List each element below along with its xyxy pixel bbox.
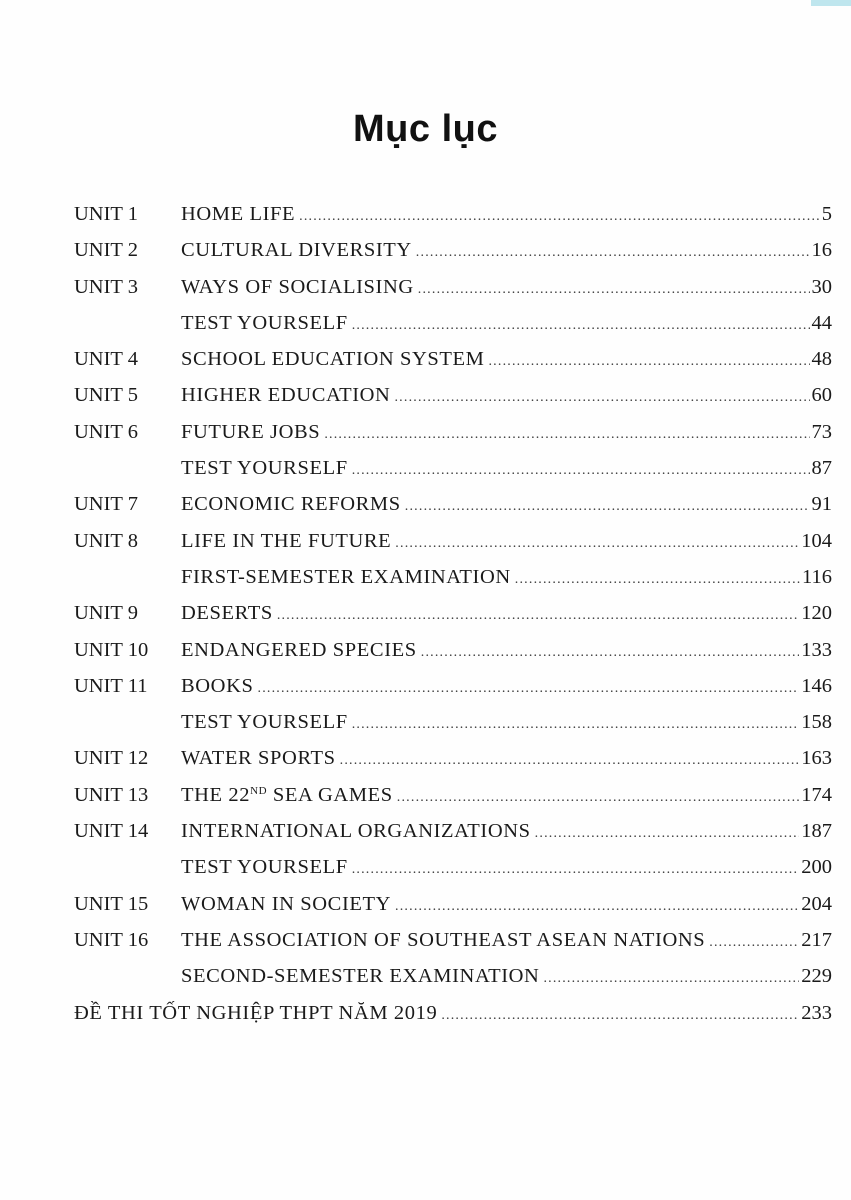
- toc-row[interactable]: [74, 450, 832, 486]
- toc-page-number: 48: [811, 348, 832, 371]
- toc-row[interactable]: [74, 849, 832, 885]
- table-of-contents: [74, 196, 832, 1031]
- toc-row[interactable]: [74, 377, 832, 413]
- toc-row[interactable]: [74, 486, 832, 522]
- leader-dots: [397, 780, 799, 816]
- toc-title: SECOND-SEMESTER EXAMINATION: [181, 965, 540, 988]
- toc-title: BOOKS: [181, 674, 254, 697]
- toc-unit: UNIT 12: [74, 747, 149, 770]
- toc-page-number: 30: [811, 275, 832, 298]
- leader-dots: [340, 743, 800, 779]
- toc-page-number: 104: [801, 529, 832, 552]
- toc-page-number: 204: [801, 892, 832, 915]
- toc-row[interactable]: [74, 704, 832, 740]
- toc-page-number: 146: [801, 674, 832, 697]
- leader-dots: [352, 852, 800, 888]
- toc-page-number: 60: [811, 384, 832, 407]
- toc-row-exam[interactable]: [74, 995, 832, 1031]
- toc-title: WAYS OF SOCIALISING: [181, 275, 414, 298]
- ordinal-superscript: ND: [250, 784, 268, 797]
- toc-title: ECONOMIC REFORMS: [181, 493, 401, 516]
- toc-title: TEST YOURSELF: [181, 711, 348, 734]
- toc-row[interactable]: [74, 232, 832, 268]
- toc-row[interactable]: [74, 922, 832, 958]
- toc-title: THE ASSOCIATION OF SOUTHEAST ASEAN NATIONS: [181, 928, 706, 951]
- leader-dots: [352, 453, 810, 489]
- toc-row[interactable]: [74, 414, 832, 450]
- toc-unit: UNIT 8: [74, 529, 138, 552]
- toc-row[interactable]: [74, 632, 832, 668]
- toc-title: TEST YOURSELF: [181, 856, 348, 879]
- toc-unit: UNIT 6: [74, 420, 138, 443]
- leader-dots: [277, 598, 799, 634]
- leader-dots: [488, 344, 809, 380]
- toc-row[interactable]: [74, 305, 832, 341]
- toc-title: HOME LIFE: [181, 203, 296, 225]
- toc-unit: UNIT 5: [74, 384, 138, 407]
- toc-page-number: 116: [802, 565, 832, 588]
- toc-row[interactable]: [74, 341, 832, 377]
- leader-dots: [421, 635, 800, 671]
- toc-title: WOMAN IN SOCIETY: [181, 892, 392, 915]
- toc-page-number: 217: [801, 928, 832, 951]
- toc-row[interactable]: [74, 813, 832, 849]
- toc-row[interactable]: [74, 777, 832, 813]
- toc-page-number: 91: [811, 493, 832, 516]
- toc-title: FUTURE JOBS: [181, 420, 321, 443]
- toc-unit: UNIT 13: [74, 783, 149, 806]
- toc-page-number: 200: [801, 856, 832, 879]
- toc-row[interactable]: [74, 269, 832, 305]
- toc-title: ĐỀ THI TỐT NGHIỆP THPT NĂM 2019: [74, 1001, 438, 1024]
- toc-page-number: 158: [801, 711, 832, 734]
- toc-page-number: 16: [811, 239, 832, 262]
- toc-title: INTERNATIONAL ORGANIZATIONS: [181, 820, 531, 843]
- leader-dots: [416, 235, 810, 271]
- leader-dots: [395, 526, 799, 562]
- toc-title: TEST YOURSELF: [181, 311, 348, 334]
- toc-title: ENDANGERED SPECIES: [181, 638, 417, 661]
- toc-row[interactable]: [74, 886, 832, 922]
- toc-title: SCHOOL EDUCATION SYSTEM: [181, 348, 485, 371]
- toc-unit: UNIT 7: [74, 493, 138, 516]
- toc-page-number: 44: [811, 311, 832, 334]
- toc-unit: UNIT 9: [74, 602, 138, 625]
- leader-dots: [418, 272, 810, 308]
- leader-dots: [324, 417, 809, 453]
- toc-page-number: 73: [811, 420, 832, 443]
- toc-unit: UNIT 2: [74, 239, 138, 262]
- leader-dots: [299, 199, 820, 235]
- leader-dots: [709, 925, 799, 961]
- leader-dots: [515, 562, 800, 598]
- toc-title: LIFE IN THE FUTURE: [181, 529, 392, 552]
- toc-row[interactable]: [74, 668, 832, 704]
- toc-unit: UNIT 15: [74, 892, 149, 915]
- toc-title: HIGHER EDUCATION: [181, 384, 391, 407]
- toc-title: FIRST-SEMESTER EXAMINATION: [181, 565, 511, 588]
- page-title: Mục lục: [353, 108, 498, 150]
- toc-row[interactable]: [74, 559, 832, 595]
- toc-row[interactable]: [74, 196, 832, 232]
- toc-page-number: 187: [801, 820, 832, 843]
- leader-dots: [405, 489, 810, 525]
- toc-unit: UNIT 14: [74, 820, 149, 843]
- toc-unit: UNIT 16: [74, 928, 149, 951]
- toc-title: CULTURAL DIVERSITY: [181, 239, 412, 262]
- toc-title: THE 22ND SEA GAMES: [181, 783, 393, 806]
- toc-row[interactable]: [74, 740, 832, 776]
- toc-page-number: 174: [801, 783, 832, 806]
- leader-dots: [394, 380, 809, 416]
- toc-page-number: 163: [801, 747, 832, 770]
- leader-dots: [543, 961, 799, 997]
- toc-page-number: 133: [801, 638, 832, 661]
- toc-page-number: 120: [801, 602, 832, 625]
- toc-row[interactable]: [74, 595, 832, 631]
- leader-dots: [352, 707, 800, 743]
- toc-unit: UNIT 3: [74, 275, 138, 298]
- toc-title: TEST YOURSELF: [181, 457, 348, 480]
- toc-row[interactable]: [74, 958, 832, 994]
- toc-unit: UNIT 1: [74, 203, 138, 225]
- toc-title: WATER SPORTS: [181, 747, 336, 770]
- leader-dots: [395, 889, 799, 925]
- leader-dots: [441, 998, 799, 1034]
- toc-row[interactable]: [74, 523, 832, 559]
- toc-unit: UNIT 10: [74, 638, 149, 661]
- leader-dots: [352, 308, 810, 344]
- toc-unit: UNIT 4: [74, 348, 138, 371]
- toc-page-number: 233: [801, 1001, 832, 1024]
- toc-page-number: 5: [821, 203, 832, 225]
- toc-title: DESERTS: [181, 602, 273, 625]
- corner-mark: [811, 0, 851, 6]
- toc-page-number: 229: [801, 965, 832, 988]
- leader-dots: [535, 816, 800, 852]
- toc-page-number: 87: [811, 457, 832, 480]
- toc-unit: UNIT 11: [74, 674, 148, 697]
- leader-dots: [258, 671, 800, 707]
